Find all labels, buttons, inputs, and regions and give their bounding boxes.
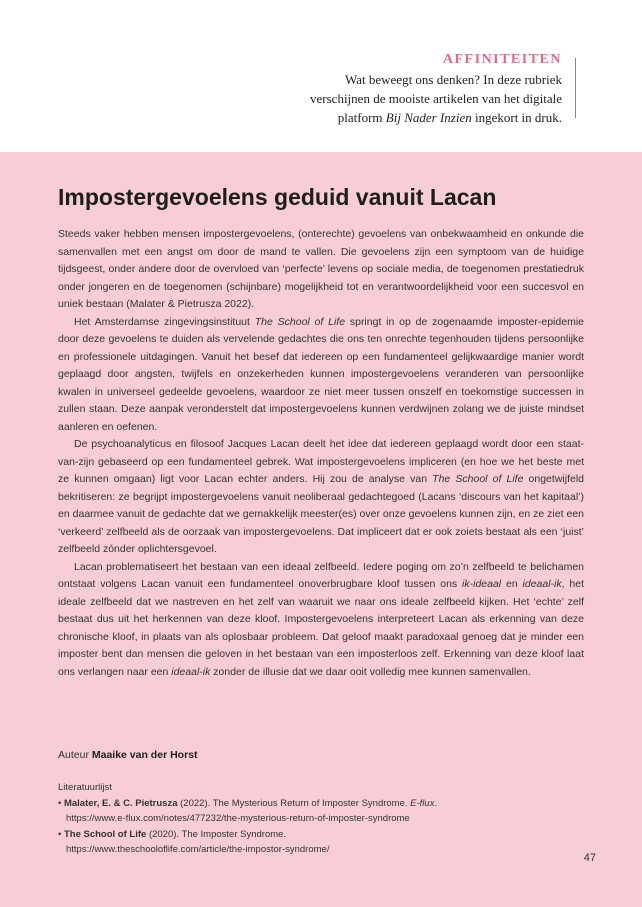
paragraph-3 bbox=[58, 436, 584, 559]
platform-name: Bij Nader Inzien bbox=[385, 110, 472, 125]
rubric-header bbox=[292, 52, 562, 127]
reference-2: • The School of Life (2020). The Imposter Syndrome. bbox=[58, 828, 287, 840]
p4-text-a: Lacan problematiseert het bestaan van een ideaal zelfbeeld. Iedere poging om zo’n zelfbeeld te belichamen ontstaat volgens Lacan vanuit een fundamenteel onoverbrugbare kloof tussen ons bbox=[58, 560, 584, 590]
p3-emphasis: The School of Life bbox=[432, 473, 524, 485]
literature-heading: Literatuurlijst bbox=[58, 782, 112, 793]
reference-1: • Malater, E. & C. Pietrusza (2022). The Mysterious Return of Imposter Syndrome. E-flux. bbox=[58, 797, 438, 809]
rubric-title: AFFINITEITEN bbox=[442, 52, 562, 67]
rubric-desc-text-end: ingekort in druk. bbox=[471, 110, 562, 125]
p4-text-d: zonder de illusie dat we daar ooit volledig mee kunnen samenvallen. bbox=[210, 665, 531, 678]
author-line bbox=[58, 749, 198, 761]
ref1-text: (2022). The Mysterious Return of Imposter Syndrome. bbox=[177, 797, 411, 809]
p2-emphasis: The School of Life bbox=[254, 315, 346, 328]
p4-emphasis-3: ideaal-ik bbox=[171, 665, 211, 678]
literature-list bbox=[58, 780, 588, 858]
header-divider bbox=[575, 58, 576, 118]
p2-text-b: springt in op de zogenaamde imposter-epidemie door deze gevoelens te duiden als vervelende gedachtes die ons ten onrechte tegenhouden tijdens persoonlijke en professionele uitdagingen. Vanuit het besef dat iedereen op een fundamenteel gelijkwaardige manier wordt geplaagd door angsten, twijfels en onzekerheden kunnen impostergevoelens veranderen van persoonlijke kwalen in universeel gedeelde gevoelens, waardoor ze niet meer tussen onszelf en toekomstige successen in zullen staan. Deze aanpak veronderstelt dat impostergevoelens kunnen verdwijnen zolang we de juiste mindset aanleren en oefenen. bbox=[58, 315, 584, 433]
ref1-authors: Malater, E. & C. Pietrusza bbox=[63, 797, 178, 809]
ref2-authors: The School of Life bbox=[63, 828, 147, 840]
p4-text-b: en bbox=[501, 578, 523, 590]
p4-emphasis-1: ik-ideaal bbox=[462, 578, 502, 590]
reference-2-url[interactable]: https://www.theschooloflife.com/article/the-impostor-syndrome/ bbox=[66, 844, 330, 855]
p2-text-a: Het Amsterdamse zingevingsinstituut bbox=[74, 315, 255, 328]
page-number: 47 bbox=[583, 852, 596, 864]
ref1-journal: E-flux bbox=[410, 797, 435, 809]
rubric-description bbox=[292, 70, 562, 127]
author-label: Auteur bbox=[58, 749, 89, 761]
article-body bbox=[58, 226, 584, 681]
paragraph-4 bbox=[58, 559, 584, 682]
p3-text-b: ongetwijfeld bekritiseren: ze begrijpt impostergevoelens vanuit neoliberaal gedachtegoed (Lacans ‘discours van het kapitaal’) en daarmee vanuit de gedachte dat we gemakkelijk meester(es) over onze gevoelens kunnen zijn, en ze ziet een ‘verkeerd’ zelfbeeld als de oorzaak van impostergevoelens. Dat impliceert dat er ook zoiets bestaat als een ‘juist’ zelfbeeld zónder oplichtersgevoel. bbox=[58, 473, 584, 555]
rubric-desc-text: Wat beweegt ons denken? In deze rubriek verschijnen de mooiste artikelen van het digitale platform bbox=[310, 72, 562, 125]
reference-1-url[interactable]: https://www.e-flux.com/notes/477232/the-mysterious-return-of-imposter-syndrome bbox=[66, 813, 410, 824]
author-name: Maaike van der Horst bbox=[91, 749, 198, 761]
article-title: Impostergevoelens geduid vanuit Lacan bbox=[58, 184, 497, 210]
ref2-text: (2020). The Imposter Syndrome. bbox=[146, 828, 287, 840]
p4-text-c: , het ideale zelfbeeld dat we nastreven en het zelf van waaruit we naar ons ideale zelfbeeld kijken. Het ‘echte’ zelf bestaat dus uit het herkennen van deze kloof. Impostergevoelens interpreteert Lacan als erkenning van deze chronische kloof, in plaats van als oplosbaar probleem. Dat geloof maakt paradoxaal genoeg dat je minder een imposter bent dan mensen die geloven in het bestaan van een imposterloos zelf. Erkenning van deze kloof laat ons verlangen naar een bbox=[58, 578, 585, 678]
ref1-end: . bbox=[434, 797, 438, 809]
p4-emphasis-2: ideaal-ik bbox=[522, 578, 562, 590]
p3-text-a: De psychoanalyticus en filosoof Jacques Lacan deelt het idee dat iedereen geplaagd wordt door een staat-van-zijn gebaseerd op een fundamenteel gebrek. Wat impostergevoelens impliceren (en hoe we het beste met ze kunnen omgaan) ligt voor Lacan echter anders. Hij zou de analyse van bbox=[58, 438, 584, 485]
paragraph-2 bbox=[58, 314, 584, 437]
paragraph-1: Steeds vaker hebben mensen impostergevoelens, (onterechte) gevoelens van onbekwaamheid en onkunde die samenvallen met een angst om door de mand te vallen. Die gevoelens zijn een symptoom van de huidige tijdsgeest, onder andere door de overvloed van ‘perfecte’ levens op sociale media, de toegenomen prestatiedruk onder jongeren en de toegenomen (schijnbare) mogelijkheid tot en verantwoordelijkheid voor een succesvol en uniek bestaan (Malater & Pietrusza 2022). bbox=[58, 228, 584, 310]
